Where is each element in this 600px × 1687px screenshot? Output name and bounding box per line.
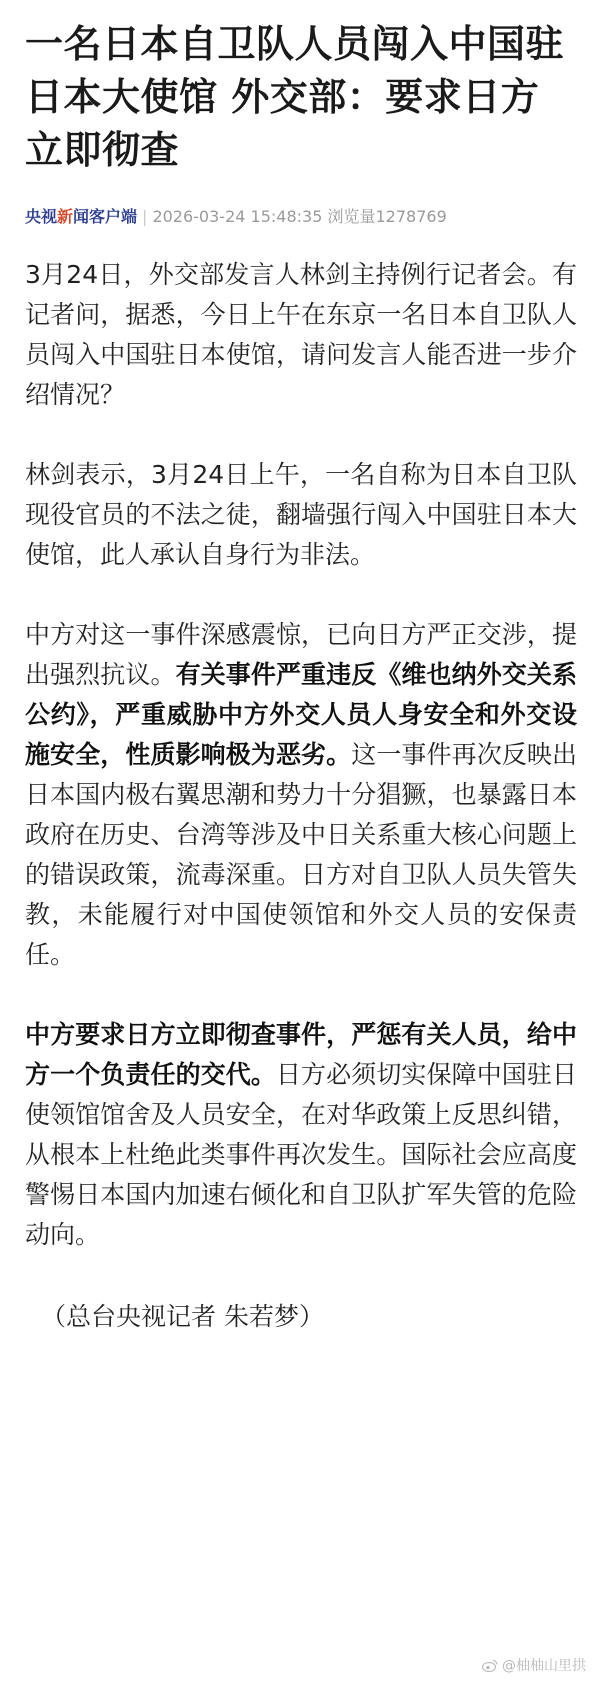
watermark-text: @柚柚山里拱 — [502, 1658, 586, 1674]
article-meta — [25, 205, 577, 229]
paragraph-3-text-c: 这一事件再次反映出日本国内极右翼思潮和势力十分猖獗，也暴露日本政府在历史、台湾等涉及中日关系重大核心问题上的错误政策，流毒深重。日方对自卫队人员失管失教，未能履行对中国使领馆和外交人员的安保责任。 — [25, 740, 577, 969]
paragraph-3-bold: 有关事件严重违反《维也纳外交关系公约》，严重威胁中方外交人员人身安全和外交设施安全，性质影响极为恶劣。 — [25, 660, 577, 769]
paragraph-2: 林剑表示，3月24日上午，一名自称为日本自卫队现役官员的不法之徒，翻墙强行闯入中国驻日本大使馆，此人承认自身行为非法。 — [25, 460, 577, 569]
paragraph-1: 3月24日，外交部发言人林剑主持例行记者会。有记者问，据悉，今日上午在东京一名日本自卫队人员闯入中国驻日本使馆，请问发言人能否进一步介绍情况？ — [25, 260, 577, 409]
paragraph-4 — [25, 1015, 577, 1255]
watermark — [482, 1655, 586, 1675]
paragraph-3-text-a: 中方对这一事件深感震惊，已向日方严正交涉，提出强烈抗议。 — [25, 620, 577, 689]
paragraph-3 — [25, 615, 577, 975]
weibo-icon — [482, 1659, 498, 1672]
views-label: 浏览量 — [327, 207, 376, 226]
paragraph-4-text: 日方必须切实保障中国驻日使领馆馆舍及人员安全，在对华政策上反思纠错，从根本上杜绝此类事件再次发生。国际社会应高度警惕日本国内加速右倾化和自卫队扩军失管的危险动向。 — [25, 1060, 577, 1249]
article-title: 一名日本自卫队人员闯入中国驻日本大使馆 外交部：要求日方立即彻查 — [25, 22, 565, 172]
meta-separator: | — [142, 207, 148, 226]
paragraph-4-bold: 中方要求日方立即彻查事件，严惩有关人员，给中方一个负责任的交代。 — [25, 1020, 577, 1089]
article — [25, 18, 577, 1337]
source-name[interactable]: 央视新闻客户端 — [25, 207, 138, 226]
views-count: 1278769 — [375, 207, 447, 226]
publish-time: 2026-03-24 15:48:35 — [152, 207, 323, 226]
reporter-credit: （总台央视记者 朱若梦） — [41, 1302, 324, 1331]
